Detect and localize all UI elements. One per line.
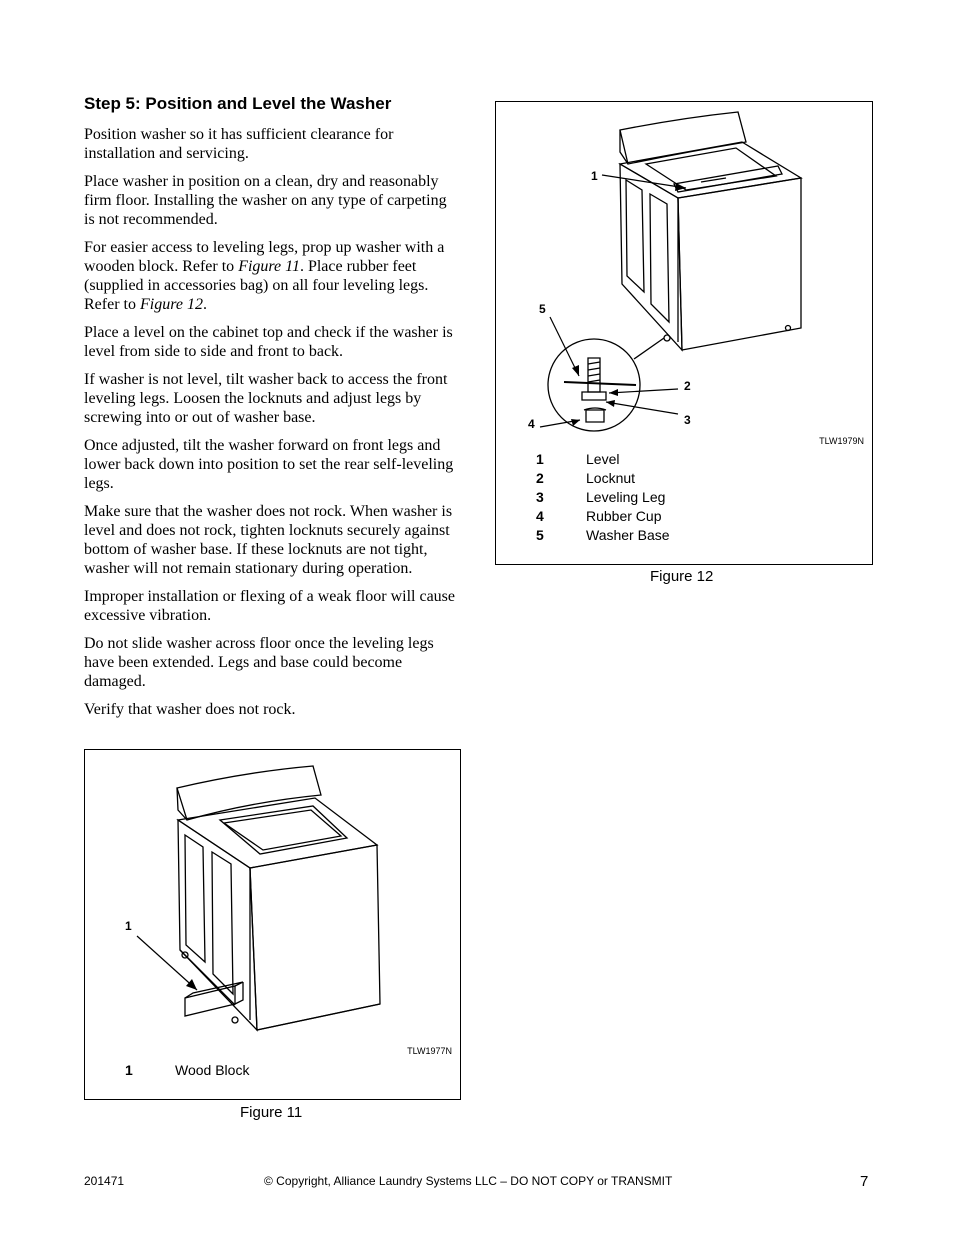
page-number: 7 bbox=[860, 1173, 869, 1190]
instructions-text bbox=[84, 125, 459, 728]
figure-11 bbox=[84, 749, 461, 1100]
figure-caption: Figure 11 bbox=[240, 1104, 303, 1121]
paragraph: Improper installation or flexing of a weak floor will cause excessive vibration. bbox=[84, 588, 455, 624]
paragraph: Do not slide washer across floor once the leveling legs have been extended. Legs and base could become damaged. bbox=[84, 635, 434, 690]
legend-label: Level bbox=[586, 451, 620, 467]
washer-wood-block-illustration bbox=[85, 750, 460, 1099]
legend-label: Wood Block bbox=[175, 1062, 250, 1078]
document-number: 201471 bbox=[84, 1174, 125, 1188]
figure-reference: Figure 12 bbox=[139, 296, 203, 313]
figure-reference: Figure 11 bbox=[238, 258, 300, 275]
callout-number: 5 bbox=[539, 302, 546, 316]
paragraph: Make sure that the washer does not rock. When washer is level and does not rock, tighten locknuts securely against bottom of washer base. If these locknuts are not tight, washer will not remain stationary during operation. bbox=[84, 503, 453, 577]
paragraph: Once adjusted, tilt the washer forward on front legs and lower back down into position to set the rear self-leveling legs. bbox=[84, 437, 454, 492]
paragraph: Verify that washer does not rock. bbox=[84, 701, 296, 718]
callout-number: 4 bbox=[528, 417, 535, 431]
paragraph-text: . bbox=[202, 296, 207, 313]
paragraph: If washer is not level, tilt washer back to access the front leveling legs. Loosen the locknuts and adjust legs by screwing into or out of washer base. bbox=[84, 371, 448, 426]
legend-label: Leveling Leg bbox=[586, 489, 666, 505]
paragraph: Place washer in position on a clean, dry and reasonably firm floor. Installing the washer on any type of carpeting is not recommended. bbox=[84, 173, 447, 228]
paragraph-with-refs bbox=[84, 238, 459, 314]
paragraph: Place a level on the cabinet top and check if the washer is level from side to side and front to back. bbox=[84, 324, 453, 360]
figure-code: TLW1977N bbox=[407, 1046, 452, 1056]
paragraph-text: . Place rubber feet (supplied in accessories bag) on all four leveling legs. Refer to bbox=[84, 258, 429, 313]
paragraph-text: For easier access to leveling legs, prop up washer with a wooden block. Refer to bbox=[84, 239, 445, 275]
legend-label: Rubber Cup bbox=[586, 508, 662, 524]
legend-number: 4 bbox=[536, 508, 544, 524]
washer-leveling-leg-illustration bbox=[496, 102, 872, 564]
copyright-notice: © Copyright, Alliance Laundry Systems LLC – DO NOT COPY or TRANSMIT bbox=[264, 1174, 673, 1188]
legend-number: 2 bbox=[536, 470, 544, 486]
legend-label: Washer Base bbox=[586, 527, 670, 543]
paragraph: Position washer so it has sufficient clearance for installation and servicing. bbox=[84, 126, 394, 162]
legend-number: 3 bbox=[536, 489, 544, 505]
callout-number: 3 bbox=[684, 413, 691, 427]
legend-number: 1 bbox=[125, 1062, 133, 1078]
callout-number: 1 bbox=[125, 919, 132, 933]
figure-caption: Figure 12 bbox=[650, 568, 714, 585]
figure-12 bbox=[495, 101, 873, 565]
callout-number: 1 bbox=[591, 169, 598, 183]
legend-number: 5 bbox=[536, 527, 544, 543]
callout-number: 2 bbox=[684, 379, 691, 393]
legend-number: 1 bbox=[536, 451, 544, 467]
legend-label: Locknut bbox=[586, 470, 636, 486]
section-heading: Step 5: Position and Level the Washer bbox=[84, 94, 392, 113]
figure-code: TLW1979N bbox=[819, 436, 864, 446]
